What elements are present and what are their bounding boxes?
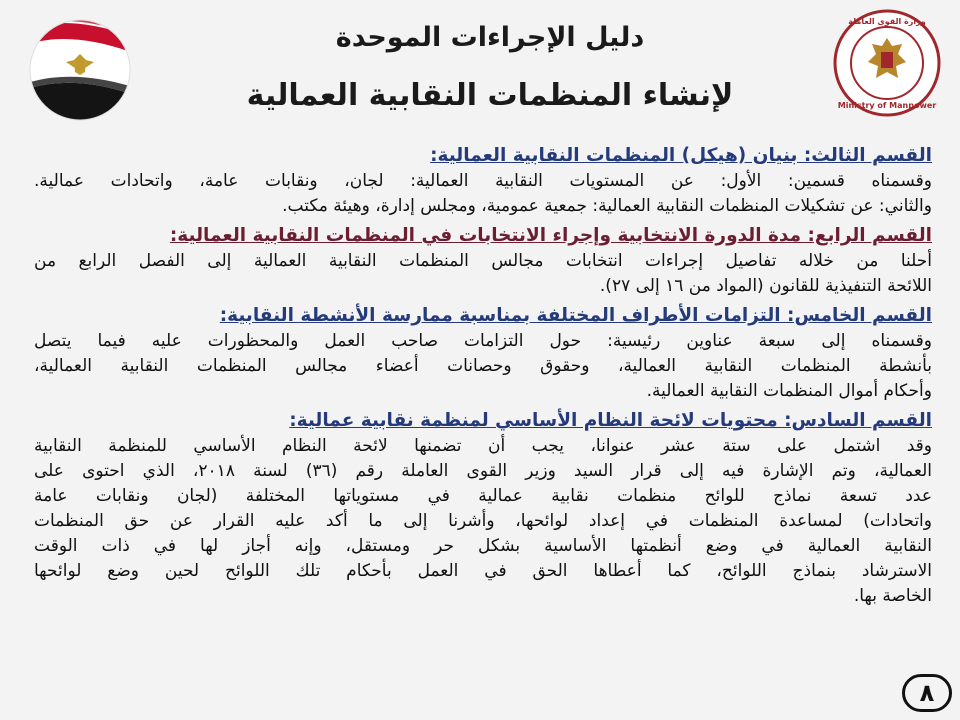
document-body — [34, 143, 932, 613]
paragraph-line: الاسترشاد بنماذج اللوائح، كما أعطاها الحق في العمل بأحكام تلك اللوائح لحين وضع لوائحها — [34, 561, 932, 581]
paragraph-line: العمالية، وتم الإشارة فيه إلى قرار السيد وزير القوى العاملة رقم (٣٦) لسنة ٢٠١٨، الذي احتوى على — [34, 461, 932, 481]
section-paragraph — [34, 329, 932, 404]
section-paragraph — [34, 169, 932, 219]
section-heading: القسم الثالث: بنيان (هيكل) المنظمات النقابية العمالية: — [430, 145, 932, 166]
seal-text-arabic: وزارة القوى العاملة — [848, 17, 926, 26]
seal-text-english: Ministry of Manpower — [837, 101, 937, 110]
section-paragraph — [34, 434, 932, 609]
title-line-1: دليل الإجراءات الموحدة — [335, 22, 645, 53]
ministry-of-manpower-seal — [832, 8, 942, 118]
paragraph-line: بأنشطة المنظمات النقابية العمالية، وحقوق وحصانات أعضاء مجالس المنظمات النقابية العمالية، — [34, 356, 932, 376]
paragraph-line: وقد اشتمل على ستة عشر عنوانا، يجب أن تضمنها لائحة النظام الأساسي للمنظمة النقابية — [34, 436, 932, 456]
page-number: ٨ — [902, 674, 952, 712]
section-6 — [34, 408, 932, 609]
section-heading: القسم السادس: محتويات لائحة النظام الأساسي لمنظمة نقابية عمالية: — [289, 410, 932, 431]
paragraph-line: واتحادات) لمساعدة المنظمات في إعداد لوائحها، وأشرنا إلى ما أكد عليه القرار عن حق المنظمات — [34, 511, 932, 531]
paragraph-line: اللائحة التنفيذية للقانون (المواد من ١٦ إلى ٢٧). — [599, 276, 932, 296]
paragraph-line: وقسمناه قسمين: الأول: عن المستويات النقابية العمالية: لجان، ونقابات عامة، واتحادات عمالية. — [34, 171, 932, 191]
paragraph-line: عدد تسعة نماذج للوائح منظمات نقابية عمالية في مستوياتها المختلفة (لجان ونقابات عامة — [34, 486, 932, 506]
title-line-2: لإنشاء المنظمات النقابية العمالية — [246, 78, 734, 113]
paragraph-line: والثاني: عن تشكيلات المنظمات النقابية العمالية: جمعية عمومية، ومجلس إدارة، وهيئة مكتب. — [282, 196, 932, 216]
paragraph-line: أحلنا من خلاله تفاصيل إجراءات انتخابات مجالس المنظمات النقابية العمالية إلى الفصل الرابع من — [34, 251, 932, 271]
paragraph-line: وأحكام أموال المنظمات النقابية العمالية. — [646, 381, 932, 401]
paragraph-line: الخاصة بها. — [853, 586, 932, 606]
section-4 — [34, 223, 932, 299]
section-heading: القسم الخامس: التزامات الأطراف المختلفة بمناسبة ممارسة الأنشطة النقابية: — [219, 305, 932, 326]
section-5 — [34, 303, 932, 404]
section-heading: القسم الرابع: مدة الدورة الانتخابية وإجراء الانتخابات في المنظمات النقابية العمالية: — [169, 225, 932, 246]
paragraph-line: النقابية العمالية في وضع أنظمتها الأساسية بشكل حر ومستقل، وإنه أجاز لها في ذات الوقت — [34, 536, 932, 556]
egypt-flag-logo — [24, 16, 136, 122]
section-3 — [34, 143, 932, 219]
section-paragraph — [34, 249, 932, 299]
paragraph-line: وقسمناه إلى سبعة عناوين رئيسية: حول التزامات صاحب العمل والمحظورات عليه فيما يتصل — [34, 331, 932, 351]
